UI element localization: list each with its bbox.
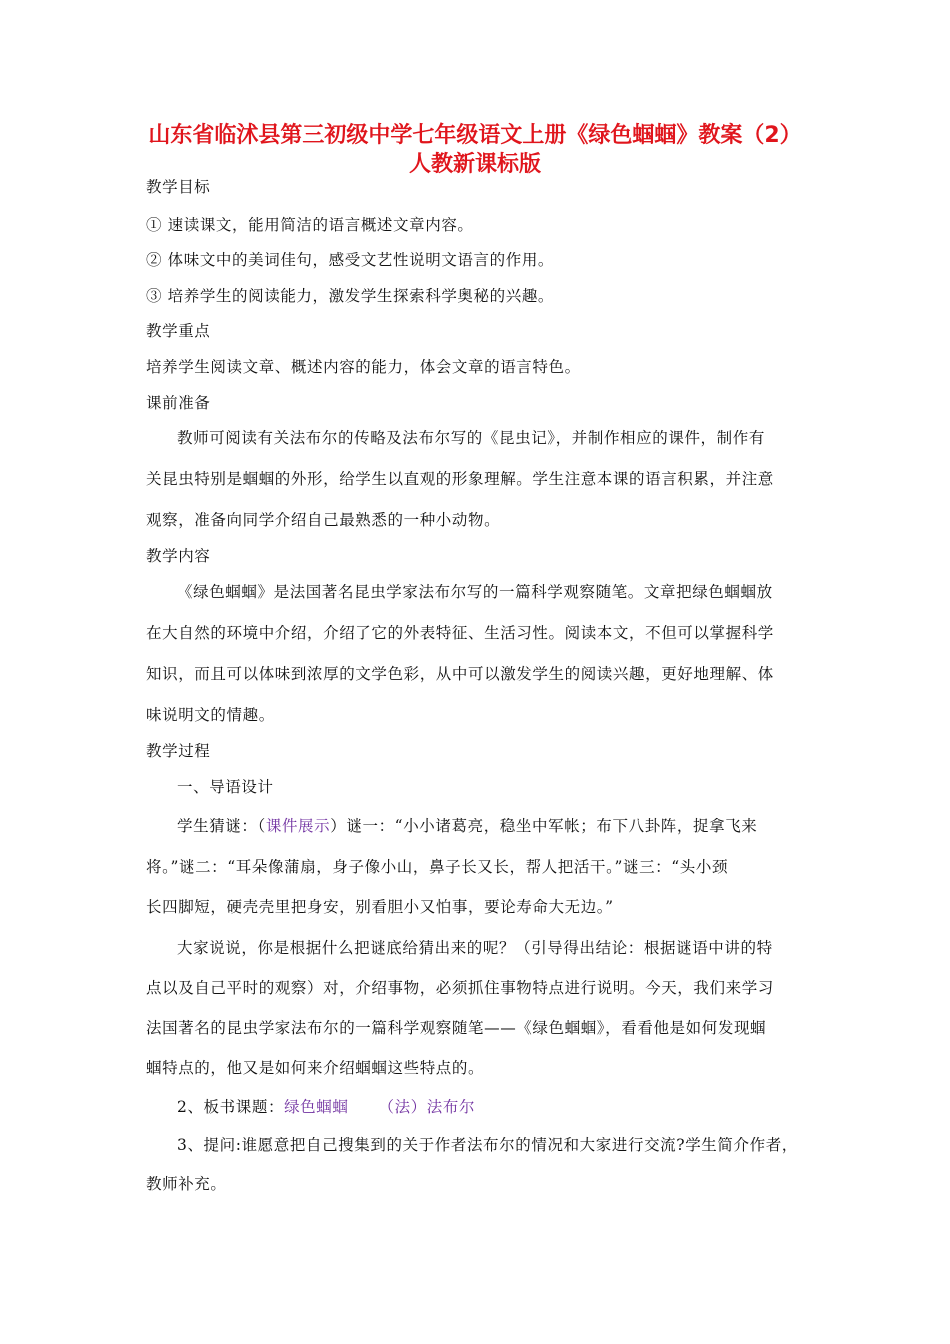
preparation-heading: 课前准备 — [146, 394, 211, 412]
content-line-2: 在大自然的环境中介绍，介绍了它的外表特征、生活习性。阅读本文，不但可以掌握科学 — [146, 624, 774, 642]
course-title-board: 绿色蝈蝈 — [284, 1098, 349, 1116]
riddle-line-3: 长四脚短，硬壳壳里把身安，别看胆小又怕事，要论寿命大无边。” — [146, 898, 614, 916]
key-point-text: 培养学生阅读文章、概述内容的能力，体会文章的语言特色。 — [146, 358, 581, 376]
discussion-line-3: 法国著名的昆虫学家法布尔的一篇科学观察随笔——《绿色蝈蝈》，看看他是如何发现蝈 — [146, 1019, 767, 1037]
preparation-line-3: 观察，准备向同学介绍自己最熟悉的一种小动物。 — [146, 511, 501, 529]
process-heading: 教学过程 — [146, 742, 211, 760]
objective-item-3: ③ 培养学生的阅读能力，激发学生探索科学奥秘的兴趣。 — [146, 287, 555, 305]
content-line-4: 味说明文的情趣。 — [146, 706, 275, 724]
content-heading: 教学内容 — [146, 547, 211, 565]
key-point-heading: 教学重点 — [146, 322, 211, 340]
riddle-suffix: ）谜一：“小小诸葛亮，稳坐中军帐；布下八卦阵，捉拿飞来 — [330, 817, 758, 835]
objective-item-2: ② 体味文中的美词佳句，感受文艺性说明文语言的作用。 — [146, 251, 555, 269]
discussion-line-1: 大家说说，你是根据什么把谜底给猜出来的呢？（引导得出结论：根据谜语中讲的特 — [177, 939, 773, 957]
process-step-3-line-1: 3、提问:谁愿意把自己搜集到的关于作者法布尔的情况和大家进行交流?学生简介作者， — [177, 1136, 798, 1154]
riddle-line-1 — [177, 816, 757, 836]
courseware-display-label: 课件展示 — [265, 817, 331, 835]
document-title-line-1: 山东省临沭县第三初级中学七年级语文上册《绿色蝈蝈》教案（2） — [148, 123, 802, 148]
objectives-heading: 教学目标 — [146, 178, 211, 196]
content-line-3: 知识，而且可以体味到浓厚的文学色彩，从中可以激发学生的阅读兴趣，更好地理解、体 — [146, 665, 774, 683]
preparation-line-2: 关昆虫特别是蝈蝈的外形，给学生以直观的形象理解。学生注意本课的语言积累，并注意 — [146, 470, 774, 488]
content-line-1: 《绿色蝈蝈》是法国著名昆虫学家法布尔写的一篇科学观察随笔。文章把绿色蝈蝈放 — [177, 583, 773, 601]
step-2-prefix: 2、板书课题： — [177, 1098, 285, 1116]
discussion-line-4: 蝈特点的，他又是如何来介绍蝈蝈这些特点的。 — [146, 1059, 485, 1077]
course-author-board: （法）法布尔 — [378, 1098, 476, 1116]
document-title-line-2: 人教新课标版 — [408, 152, 541, 177]
discussion-line-2: 点以及自己平时的观察）对，介绍事物，必须抓住事物特点进行说明。今天，我们来学习 — [146, 979, 774, 997]
riddle-line-2: 将。”谜二：“耳朵像蒲扇，身子像小山，鼻子长又长，帮人把活干。”谜三：“头小颈 — [146, 858, 729, 876]
process-step-2 — [177, 1097, 475, 1117]
process-step-1: 一、导语设计 — [177, 778, 274, 796]
process-step-3-line-2: 教师补充。 — [146, 1175, 227, 1193]
riddle-prefix: 学生猜谜：（ — [177, 817, 266, 835]
preparation-line-1: 教师可阅读有关法布尔的传略及法布尔写的《昆虫记》，并制作相应的课件，制作有 — [177, 429, 765, 447]
objective-item-1: ① 速读课文，能用简洁的语言概述文章内容。 — [146, 216, 474, 234]
